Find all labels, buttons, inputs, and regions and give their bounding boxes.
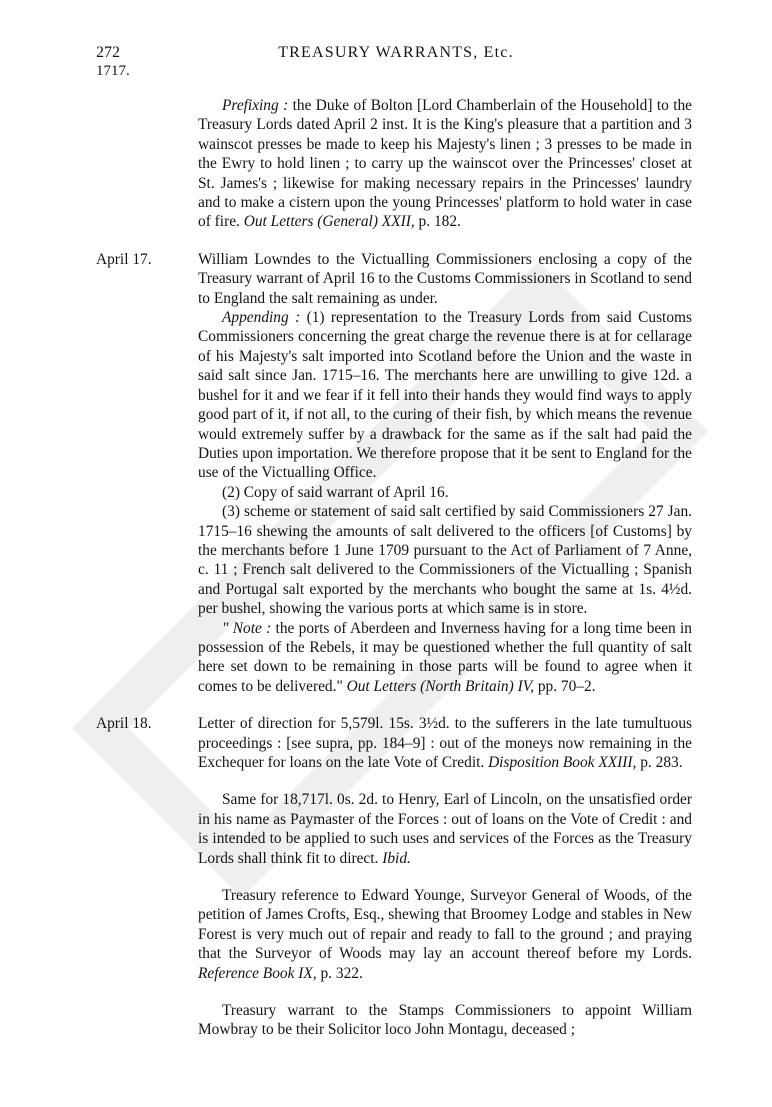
paragraph-text: the ports of Aberdeen and Inverness having for a long time been in possession of the Rebels, it may be questioned whether the full quantity of salt here set down to be remaining in those parts will be found to agree when it comes to be delivered." bbox=[198, 619, 693, 695]
entry-date: April 18. bbox=[96, 715, 152, 733]
source-page: p. 182. bbox=[414, 213, 461, 231]
source-page: p. 283. bbox=[636, 754, 683, 771]
paragraph-text: Treasury warrant to the Stamps Commissioners to appoint William Mowbray to be their Solicitor loco John Montagu, deceased ; bbox=[198, 1002, 692, 1039]
paragraph-text: Same for 18,717l. 0s. 2d. to Henry, Earl of Lincoln, on the unsatisfied order in his name as Paymaster of the Forces : out of loans on the Vote of Credit : and is intended to be applied to such uses and services of the Forces as the Treasury Lords shall think fit to direct. bbox=[198, 791, 692, 867]
paragraph-text: (1) representation to the Treasury Lords from said Customs Commissioners concerning the great charge the revenue there is at for cellarage of his Majesty's salt imported into Scotland before the Union and the waste in said salt since Jan. 1715–16. The merchants here are unwilling to give 12d. a bushel for it and we fear if it fell into their hands they would find ways to apply good part of it, if not all, to the curing of their fish, by which means the revenue would extremely suffer by a drawback for the same as if the salt had paid the Duties upon importation. We therefore propose that it be sent to England for the use of the Victualling Office. bbox=[198, 309, 692, 482]
paragraph bbox=[198, 250, 692, 308]
lead-label: Appending : bbox=[222, 309, 301, 327]
source-reference: Out Letters (North Britain) IV, bbox=[346, 677, 534, 695]
paragraph-text: the Duke of Bolton [Lord Chamberlain of the Household] to the Treasury Lords dated April 2 inst. It is the King's pleasure that a partition and 3 wainscot presses be made to keep his Majesty's linen ; 3 presses to be made in the Ewry to hold linen ; to carry up the wainscot over the Princesses' closet at St. James's ; likewise for making necessary repairs in the Princesses' laundry and to make a cistern upon the young Princesses' platform to hold water in case of fire. bbox=[198, 97, 692, 231]
entry-text bbox=[198, 250, 692, 696]
source-page: p. 322. bbox=[316, 964, 363, 982]
page-body bbox=[96, 96, 696, 1058]
entry-text bbox=[198, 96, 692, 232]
entry-date: April 17. bbox=[96, 250, 152, 268]
paragraph bbox=[198, 96, 692, 232]
running-title: TREASURY WARRANTS, Etc. bbox=[278, 44, 514, 61]
paragraph bbox=[198, 1001, 692, 1040]
paragraph bbox=[198, 483, 692, 502]
paragraph bbox=[198, 619, 692, 697]
paragraph-text: Letter of direction for 5,579l. 15s. 3½d. to the sufferers in the late tumultuous proceedings : [see supra, pp. 184–9] : out of the moneys now remaining in the Exchequer for loans on the late Vote of Credit. bbox=[198, 715, 692, 771]
source-reference: Ibid. bbox=[382, 849, 411, 867]
entry-text bbox=[198, 714, 692, 1040]
paragraph bbox=[198, 502, 692, 618]
entry-april-17 bbox=[96, 250, 696, 696]
paragraph bbox=[198, 790, 692, 868]
paragraph bbox=[198, 886, 692, 983]
paragraph bbox=[198, 308, 692, 483]
source-page: pp. 70–2. bbox=[534, 677, 596, 695]
entry-april-18 bbox=[96, 714, 696, 1040]
entry-prefixing bbox=[96, 96, 696, 232]
lead-label: " Note : bbox=[222, 619, 272, 637]
paragraph-text: William Lowndes to the Victualling Commissioners enclosing a copy of the Treasury warrant of April 16 to the Customs Commissioners in Scotland to send to England the salt remaining as under. bbox=[198, 250, 692, 307]
page-number: 272 bbox=[96, 44, 120, 61]
paragraph-text: (2) Copy of said warrant of April 16. bbox=[222, 483, 449, 501]
source-reference: Reference Book IX, bbox=[198, 964, 317, 982]
paragraph-text: Treasury reference to Edward Younge, Surveyor General of Woods, of the petition of James Crofts, Esq., shewing that Broomey Lodge and stables in New Forest is very much out of repair and ready to fall to the ground ; and praying that the Surveyor of Woods may lay an account thereof before my Lords. bbox=[198, 887, 692, 963]
entry-date bbox=[96, 96, 198, 232]
source-reference: Out Letters (General) XXII, bbox=[243, 213, 415, 231]
running-header bbox=[96, 44, 696, 66]
year-margin: 1717. bbox=[96, 63, 130, 79]
source-reference: Disposition Book XXIII, bbox=[488, 754, 637, 771]
paragraph-text: (3) scheme or statement of said salt certified by said Commissioners 27 Jan. 1715–16 shewing the amounts of salt delivered to the officers [of Customs] by the merchants before 1 June 1709 pursuant to the Act of Parliament of 7 Anne, c. 11 ; French salt delivered to the Commissioners of the Victualling ; Spanish and Portugal salt exported by the merchants who bought the same at 1s. 4½d. per bushel, showing the various ports at which same is in store. bbox=[198, 503, 692, 618]
lead-label: Prefixing : bbox=[222, 97, 289, 114]
paragraph bbox=[198, 714, 692, 772]
